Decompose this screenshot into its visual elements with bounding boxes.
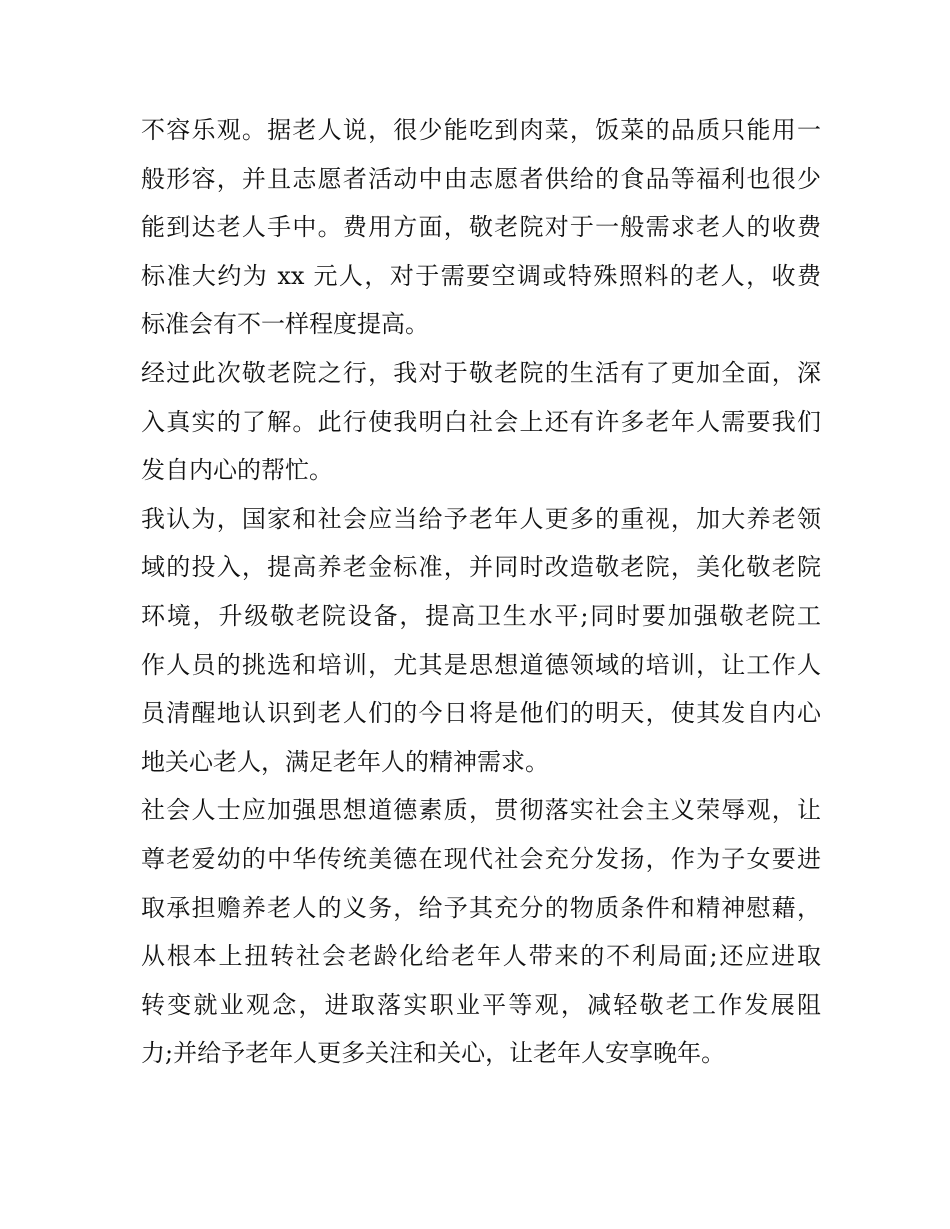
text-line: 标准会有不一样程度提高。 <box>141 310 429 339</box>
text-line: 转变就业观念，进取落实职业平等观，减轻敬老工作发展阻 <box>141 990 821 1019</box>
paragraph-1 <box>141 106 821 349</box>
paragraph-4 <box>141 786 821 1078</box>
text-line: 发自内心的帮忙。 <box>141 456 333 485</box>
text-line: 从根本上扭转社会老龄化给老年人带来的不利局面;还应进取 <box>141 942 821 971</box>
paragraph-2 <box>141 349 821 495</box>
text-line: 社会人士应加强思想道德素质，贯彻落实社会主义荣辱观，让 <box>141 796 821 825</box>
text-line: 尊老爱幼的中华传统美德在现代社会充分发扬，作为子女要进 <box>141 844 821 873</box>
document-body <box>141 106 821 1078</box>
text-line: 能到达老人手中。费用方面，敬老院对于一般需求老人的收费 <box>141 213 821 242</box>
text-line: 不容乐观。据老人说，很少能吃到肉菜，饭菜的品质只能用一 <box>141 116 821 144</box>
text-line: 员清醒地认识到老人们的今日将是他们的明天，使其发自内心 <box>141 699 821 728</box>
text-line: 经过此次敬老院之行，我对于敬老院的生活有了更加全面，深 <box>141 358 821 387</box>
text-line: 作人员的挑选和培训，尤其是思想道德领域的培训，让工作人 <box>141 650 821 679</box>
text-line: 我认为，国家和社会应当给予老年人更多的重视，加大养老领 <box>141 504 821 533</box>
text-line: 入真实的了解。此行使我明白社会上还有许多老年人需要我们 <box>141 407 821 436</box>
paragraph-3 <box>141 495 821 787</box>
text-line: 般形容，并且志愿者活动中由志愿者供给的食品等福利也很少 <box>141 164 821 193</box>
text-line: 地关心老人，满足老年人的精神需求。 <box>141 747 549 776</box>
text-line: 标准大约为 xx 元人，对于需要空调或特殊照料的老人，收费 <box>141 261 821 290</box>
text-line: 环境，升级敬老院设备，提高卫生水平;同时要加强敬老院工 <box>141 601 821 630</box>
text-line: 域的投入，提高养老金标准，并同时改造敬老院，美化敬老院 <box>141 553 821 582</box>
text-line: 取承担赡养老人的义务，给予其充分的物质条件和精神慰藉， <box>141 893 821 922</box>
text-line: 力;并给予老年人更多关注和关心，让老年人安享晚年。 <box>141 1039 726 1068</box>
